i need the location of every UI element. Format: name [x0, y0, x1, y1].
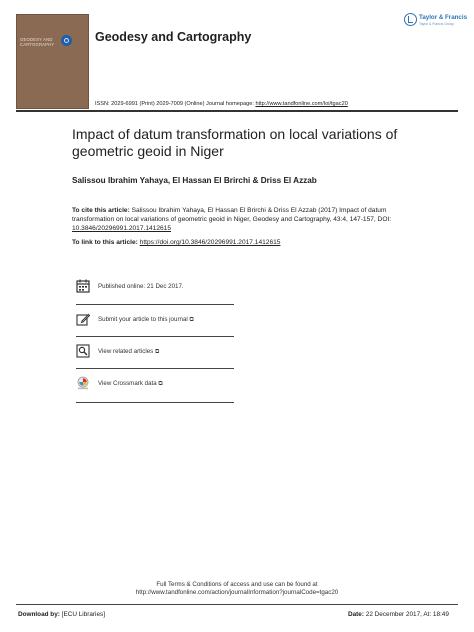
related-articles-label: View related articles ⧉: [98, 348, 160, 355]
terms-notice: [100, 581, 374, 597]
submit-article-label: Submit your article to this journal ⧉: [98, 316, 194, 323]
cover-title: GEODESY AND CARTOGRAPHY: [20, 37, 55, 47]
action-divider: [76, 336, 234, 337]
footer-divider: [16, 604, 458, 605]
article-doi-link[interactable]: https://doi.org/10.3846/20296991.2017.1412615: [139, 239, 281, 246]
issn-text: ISSN: 2029-6991 (Print) 2029-7009 (Online) Journal homepage:: [95, 101, 256, 107]
link-label: To link to this article:: [72, 239, 140, 246]
action-divider: [76, 304, 234, 305]
article-authors: Salissou Ibrahim Yahaya, El Hassan El Brirchi & Driss El Azzab: [72, 176, 317, 185]
external-link-icon: ⧉: [189, 316, 194, 323]
crossmark-link[interactable]: [76, 374, 234, 394]
cover-badge-icon: [61, 35, 72, 46]
journal-title[interactable]: Geodesy and Cartography: [95, 30, 252, 44]
external-link-icon: ⧉: [155, 348, 160, 355]
download-date: [348, 611, 449, 618]
header-divider: [16, 110, 458, 112]
citation-label: To cite this article:: [72, 207, 132, 214]
download-label: Download by:: [18, 611, 62, 618]
publisher-tagline: Taylor & Francis Group: [419, 22, 454, 26]
crossmark-icon: [76, 376, 90, 390]
citation-text: Salissou Ibrahim Yahaya, El Hassan El Brirchi & Driss El Azzab (2017) Impact of datum transformation on local variations of geometric geoid in Niger, Geodesy and Cartography, 43:4, 147-157, DOI:: [72, 207, 392, 224]
action-divider: [76, 402, 234, 403]
crossmark-label: View Crossmark data ⧉: [98, 380, 163, 387]
external-link-icon: ⧉: [158, 380, 163, 387]
search-icon: [76, 344, 90, 358]
download-by: [18, 611, 105, 618]
journal-cover: [16, 14, 89, 109]
date-value: 22 December 2017, At: 18:49: [365, 611, 449, 618]
citation-block: [72, 206, 412, 234]
download-value: [ECU Libraries]: [61, 611, 105, 618]
citation-doi-link[interactable]: 10.3846/20296991.2017.1412615: [72, 225, 172, 233]
related-articles-link[interactable]: [76, 342, 234, 362]
issn-line: [95, 101, 348, 107]
publisher-name: Taylor & Francis: [419, 14, 468, 21]
terms-url-link[interactable]: http://www.tandfonline.com/action/journalInformation?journalCode=tgac20: [135, 589, 339, 596]
action-divider: [76, 368, 234, 369]
published-online-row: [76, 277, 234, 297]
submit-article-link[interactable]: [76, 310, 234, 330]
published-online-label: Published online: 21 Dec 2017.: [98, 283, 184, 290]
terms-line-1: Full Terms & Conditions of access and use can be found at: [156, 581, 318, 588]
article-title: Impact of datum transformation on local variations of geometric geoid in Niger: [72, 126, 398, 159]
journal-homepage-link[interactable]: http://www.tandfonline.com/loi/tgac20: [255, 101, 348, 107]
date-label: Date:: [348, 611, 366, 618]
calendar-icon: [76, 279, 90, 293]
publisher-logo-icon: [404, 13, 417, 26]
pencil-icon: [76, 312, 90, 326]
link-block: [72, 239, 280, 246]
